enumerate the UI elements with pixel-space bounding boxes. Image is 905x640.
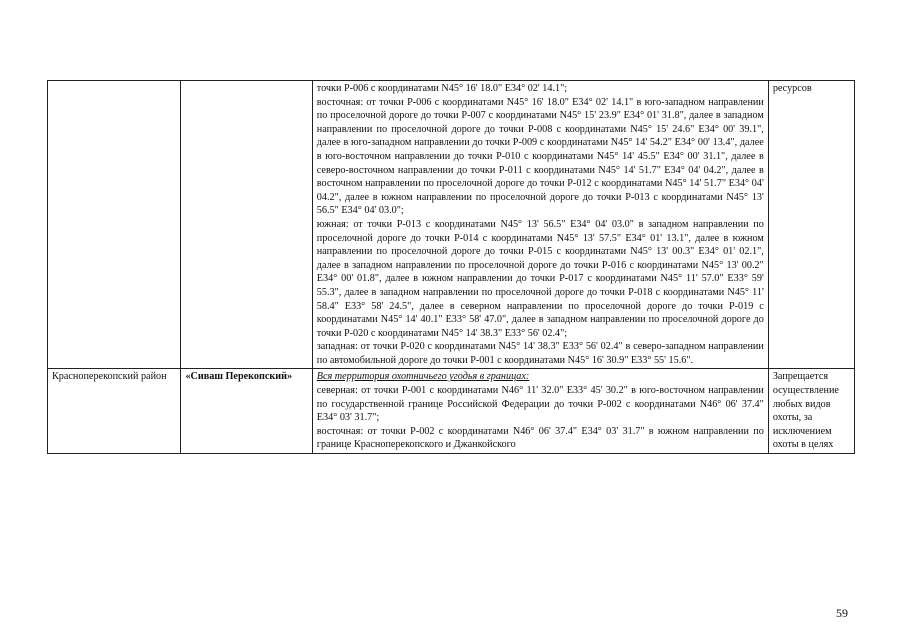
boundary-paragraph: южная: от точки Р-013 с координатами N45° 13' 56.5" E34° 04' 03.0" в западном направлении по проселочной дороге до точки Р-014 с координатами N45° 13' 57.5" E34° 01' 13.1", далее в южном направлении по проселочной дороге до точки Р-015 с координатами N45° 13' 00.3" E34° 01' 02.1", далее в западном направлении по проселочной дороге до точки Р-016 с координатами N45° 13' 00.2" E34° 00' 01.8", далее в южном направлении до точки Р-017 с координатами N45° 11' 57.0" E33° 59' 55.3", далее в западном направлении по проселочной дороге до точки Р-018 с координатами N45° 11' 58.4" E33° 58' 24.5", далее в северном направлении по проселочной дороге до точки Р-019 с координатами N45° 14' 40.1" E33° 58' 47.0", далее в западном направлении по проселочной дороге до точки Р-020 с координатами N45° 14' 38.3" E33° 56' 02.4"; bbox=[316, 218, 764, 339]
boundary-paragraph: северная: от точки Р-001 с координатами N46° 11' 32.0" E33° 45' 30.2" в юго-восточном направлении по государственной границе Российской Федерации до точки Р-002 с координатами N46° 06' 37.4" E34° 03' 31.7"; bbox=[316, 385, 764, 424]
ground-name-cell: «Сиваш Перекопский» bbox=[181, 369, 312, 454]
district-cell bbox=[48, 81, 181, 369]
district-cell: Красноперекопский район bbox=[48, 369, 181, 454]
boundary-description-cell bbox=[312, 81, 768, 369]
table-row bbox=[48, 81, 855, 369]
boundary-heading: Вся территория охотничьего угодья в границах: bbox=[316, 371, 530, 383]
boundary-description-cell bbox=[312, 369, 768, 454]
boundary-paragraph: западная: от точки Р-020 с координатами N45° 14' 38.3" E33° 56' 02.4" в северо-западном направлении по автомобильной дороге до точки Р-001 с координатами N45° 16' 30.9" E33° 55' 15.6". bbox=[316, 341, 764, 366]
table-row bbox=[48, 369, 855, 454]
hunting-grounds-table bbox=[47, 80, 855, 454]
ground-name-cell bbox=[181, 81, 312, 369]
restriction-cell: Запрещается осуществление любых видов охоты, за исключением охоты в целях bbox=[768, 369, 854, 454]
page-number: 59 bbox=[836, 606, 848, 620]
boundary-paragraph: восточная: от точки Р-002 с координатами N46° 06' 37.4" E34° 03' 31.7" в южном направлении по границе Красноперекопского и Джанкойского bbox=[316, 425, 764, 451]
boundary-paragraph: восточная: от точки Р-006 с координатами N45° 16' 18.0" E34° 02' 14.1" в юго-западном направлении по проселочной дороге до точки Р-007 с координатами N45° 15' 23.9" E34° 01' 31.8", далее в западном направлении по проселочной дороге до точки Р-008 с координатами N45° 15' 24.6" E34° 00' 39.1", далее в юго-западном направлении до точки Р-009 с координатами N45° 14' 54.2" E34° 00' 13.4", далее в юго-восточном направлении до точки Р-010 с координатами N45° 14' 45.5" E34° 00' 31.1", далее в северо-восточном направлении до точки Р-011 с координатами N45° 14' 51.7" E34° 04' 04.2", далее в восточном направлении по проселочной дороге до точки Р-012 с координатами N45° 14' 51.7" E34° 04' 04.2", далее в южном направлении по проселочной дороге до точки Р-013 с координатами N45° 13' 56.5" E34° 04' 03.0"; bbox=[316, 96, 764, 217]
restriction-cell: ресурсов bbox=[768, 81, 854, 369]
boundary-paragraph: точки Р-006 с координатами N45° 16' 18.0" E34° 02' 14.1"; bbox=[316, 83, 568, 94]
